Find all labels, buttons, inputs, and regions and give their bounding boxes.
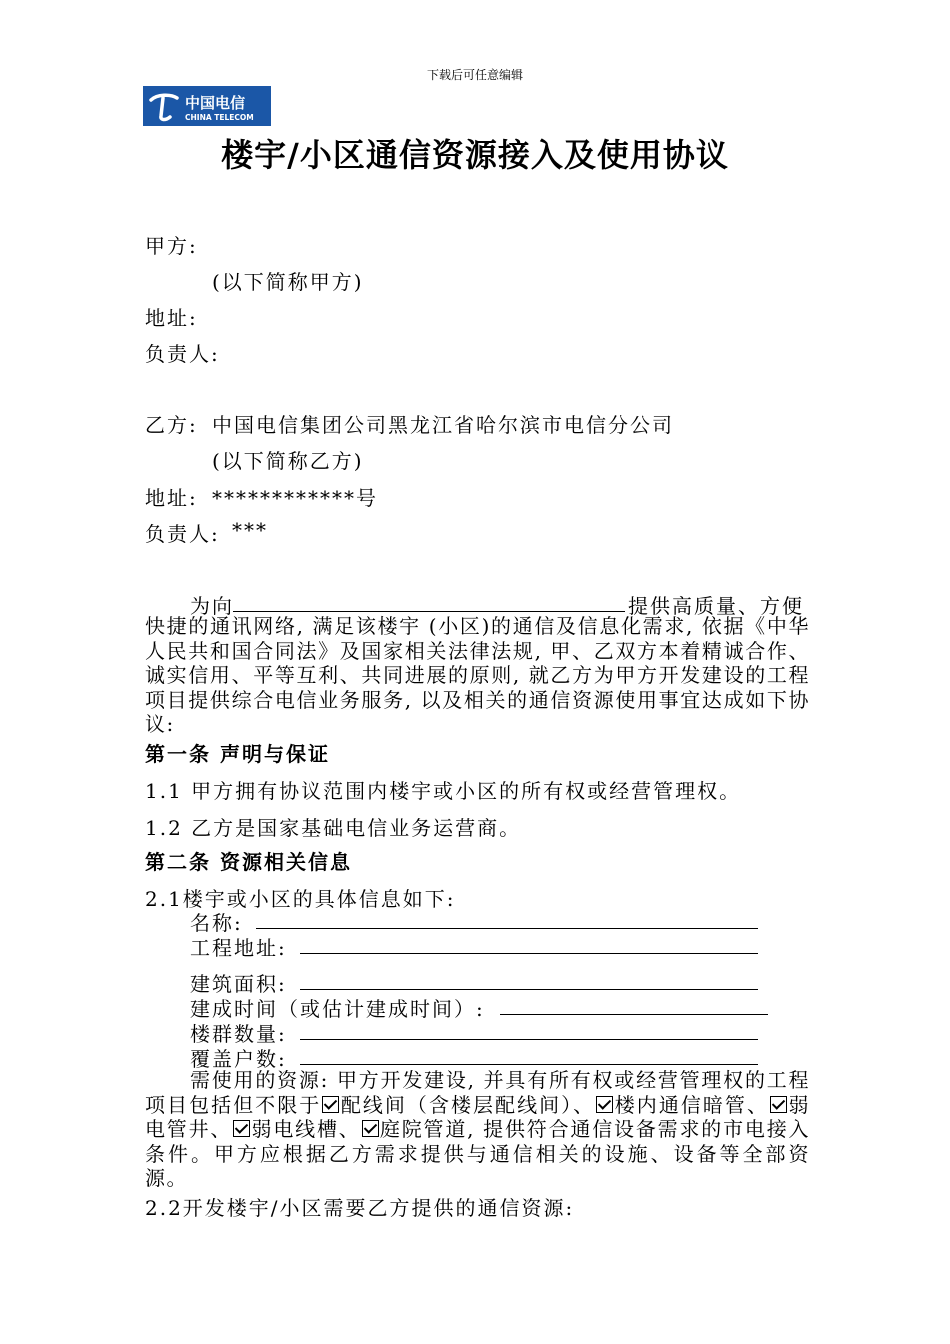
resources-text-4: 弱电管井、 [145, 1092, 811, 1141]
resources-text-5: 弱电线槽、 [251, 1117, 361, 1141]
checkbox-checked-icon [362, 1120, 379, 1137]
header-note: 下载后可任意编辑 [426, 68, 523, 82]
party-b-address-label: 地址: [145, 486, 198, 510]
intro-prefix: 为向 [190, 594, 234, 618]
party-a-manager-label: 负责人: [145, 342, 220, 366]
field-built-time-label: 建成时间（或估计建成时间）: [190, 997, 485, 1021]
party-b-manager-value: *** [232, 518, 268, 542]
article1-heading: 第一条 声明与保证 [145, 742, 330, 766]
resources-text-3: 楼内通信暗管、 [614, 1092, 769, 1117]
field-households-label: 覆盖户数: [190, 1047, 287, 1071]
page-title: 楼宇/小区通信资源接入及使用协议 [221, 136, 729, 174]
field-area-line [300, 989, 758, 990]
field-address-label: 工程地址: [190, 936, 287, 960]
svg-text:CHINA TELECOM: CHINA TELECOM [185, 113, 254, 122]
party-b-label: 乙方: [145, 413, 198, 437]
article1-item2: 1.2 乙方是国家基础电信业务运营商。 [145, 816, 522, 840]
article2-heading: 第二条 资源相关信息 [145, 850, 352, 874]
article1-item1: 1.1 甲方拥有协议范围内楼宇或小区的所有权或经营管理权。 [145, 779, 742, 803]
party-b-address-value: ************号 [212, 486, 378, 510]
checkbox-checked-icon [596, 1096, 613, 1113]
article2-item1: 2.1楼宇或小区的具体信息如下: [145, 887, 456, 911]
field-buildings-line [300, 1039, 758, 1040]
party-a-address-label: 地址: [145, 306, 198, 330]
intro-suffix: 提供高质量、方便 [628, 594, 804, 618]
field-name-label: 名称: [190, 911, 243, 935]
china-telecom-logo [143, 86, 271, 126]
resources-text-1: 需使用的资源: 甲方开发建设, 并具有所有权或经营管理权的工程项目包括但不限于 [145, 1068, 810, 1117]
field-buildings-label: 楼群数量: [190, 1022, 287, 1046]
party-a-alias: (以下简称甲方) [212, 270, 364, 294]
checkbox-checked-icon [770, 1096, 787, 1113]
party-b-manager-label: 负责人: [145, 522, 220, 546]
article2-item2: 2.2开发楼宇/小区需要乙方提供的通信资源: [145, 1196, 575, 1220]
checkbox-checked-icon [322, 1096, 339, 1113]
resources-text-6: 庭院管道, 提供符合通信设备需求的市电接入条件。甲方应根据乙方需求提供与通信相关的设施、设备等全部资源。 [145, 1117, 811, 1190]
field-built-time-line [500, 1014, 768, 1015]
resources-paragraph [145, 1068, 810, 1191]
intro-blank-line [233, 611, 625, 612]
intro-body: 快捷的通讯网络, 满足该楼宇 (小区)的通信及信息化需求, 依据《中华人民共和国合同法》及国家相关法律法规, 甲、乙双方本着精诚合作、诚实信用、平等互利、共同进展的原则, 就乙方为甲方开发建设的工程项目提供综合电信业务服务, 以及相关的通信资源使用事宜达成如下协议: [145, 614, 810, 736]
field-address-line [300, 953, 758, 954]
party-a-label: 甲方: [145, 234, 198, 258]
party-b-alias: (以下简称乙方) [212, 449, 364, 473]
checkbox-checked-icon [233, 1120, 250, 1137]
field-households-line [300, 1064, 758, 1065]
field-name-line [256, 928, 758, 929]
party-b-name: 中国电信集团公司黑龙江省哈尔滨市电信分公司 [212, 413, 674, 437]
field-area-label: 建筑面积: [190, 972, 287, 996]
resources-text-2: 配线间（含楼层配线间）、 [340, 1092, 596, 1117]
svg-text:中国电信: 中国电信 [185, 94, 246, 112]
